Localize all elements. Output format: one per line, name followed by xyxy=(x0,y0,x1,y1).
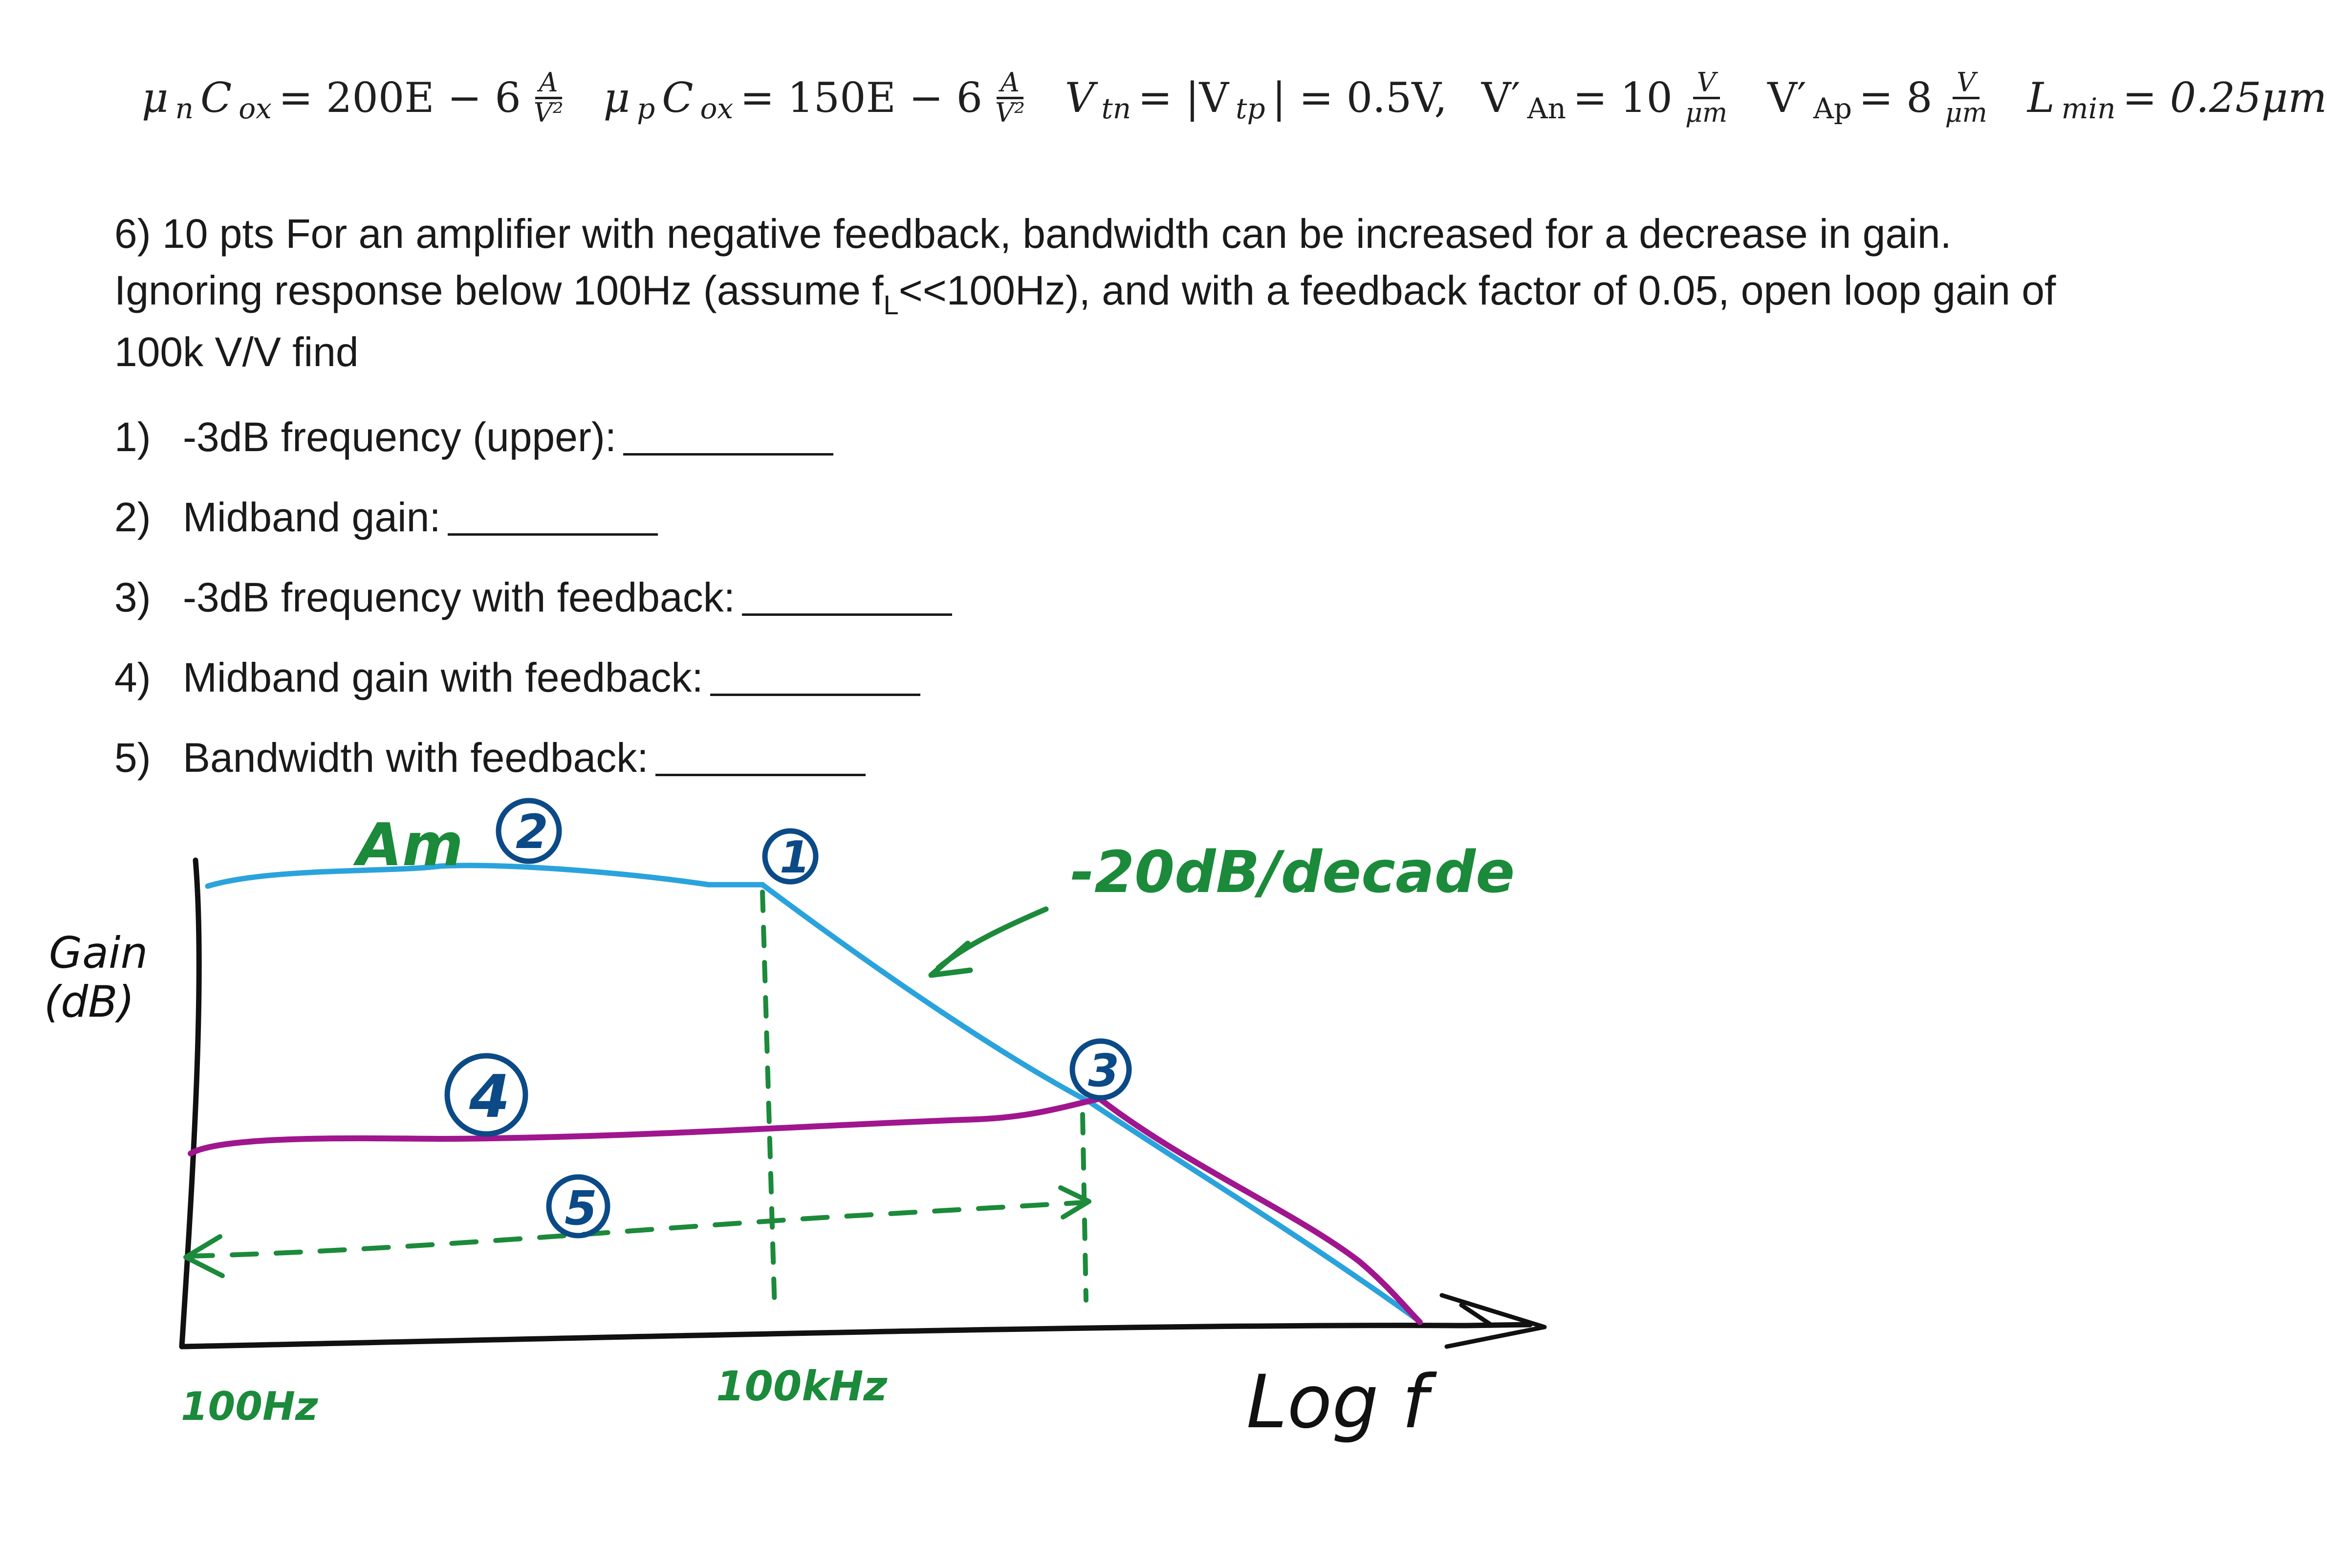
question-text: Midband gain with feedback: xyxy=(183,654,703,700)
unit-numerator: A xyxy=(997,69,1023,99)
question-item xyxy=(114,397,1287,477)
subscript: tp xyxy=(1236,92,1265,125)
symbol-v: V xyxy=(1065,74,1095,122)
unit-fraction xyxy=(991,66,1029,128)
unit-numerator: A xyxy=(535,69,562,99)
marker-5 xyxy=(549,1177,608,1236)
value: = 200E − 6 xyxy=(278,74,521,122)
unit-fraction xyxy=(1681,66,1731,128)
answer-blank[interactable] xyxy=(623,419,833,456)
subscript: L xyxy=(883,289,899,320)
marker-4 xyxy=(447,1056,525,1134)
marker-number: 4 xyxy=(469,1063,510,1131)
slope-pointer-arrow xyxy=(938,909,1046,968)
question-item xyxy=(114,557,1287,637)
x-axis-arrowhead xyxy=(1442,1295,1544,1347)
value: = 8 xyxy=(1859,74,1933,122)
answer-blank[interactable] xyxy=(742,579,952,616)
symbol-c: C xyxy=(200,74,232,122)
answer-blank[interactable] xyxy=(655,740,866,776)
question-text: Midband gain: xyxy=(183,494,441,540)
question-item xyxy=(114,637,1287,718)
slope-label: -20dB/decade xyxy=(1070,838,1515,906)
subscript: min xyxy=(2061,92,2116,125)
unit-denominator: μm xyxy=(1945,97,1987,128)
marker-number: 5 xyxy=(565,1181,597,1236)
dashed-line-100khz xyxy=(762,892,775,1310)
problem-text: <<100Hz), and with a feedback factor of 0.05, open loop gain of xyxy=(898,267,2056,313)
unit-fraction xyxy=(530,66,567,128)
bandwidth-arrow xyxy=(188,1202,1085,1256)
y-axis-label-db: (dB) xyxy=(44,977,134,1027)
problem-text: Ignoring response below 100Hz (assume f xyxy=(114,267,884,313)
unit-fraction xyxy=(1941,66,1991,128)
subscript: An xyxy=(1527,92,1566,125)
marker-number: 3 xyxy=(1088,1045,1120,1097)
question-text: -3dB frequency (upper): xyxy=(183,414,617,460)
value: = 0.25μm xyxy=(2122,74,2327,122)
y-axis-label-gain: Gain xyxy=(49,928,148,978)
question-number: 3) xyxy=(114,574,151,620)
value: = 10 xyxy=(1572,74,1673,122)
symbol-l: L xyxy=(2027,74,2055,122)
question-number: 4) xyxy=(114,654,151,700)
threshold-voltage-constant xyxy=(1065,74,1447,125)
question-text: -3dB frequency with feedback: xyxy=(183,574,735,620)
unit-denominator: V² xyxy=(995,97,1025,128)
symbol-mu: μ xyxy=(142,74,169,122)
subscript: n xyxy=(175,92,194,125)
marker-number: 1 xyxy=(780,832,810,883)
unit-denominator: μm xyxy=(1685,97,1728,128)
subscript: ox xyxy=(239,92,272,125)
y-axis xyxy=(182,860,199,1347)
marker-1 xyxy=(765,831,816,883)
question-number: 2) xyxy=(114,494,151,540)
problem-statement xyxy=(114,205,2128,380)
value: = |V xyxy=(1138,74,1229,122)
marker-number: 2 xyxy=(516,805,548,859)
un-cox-constant xyxy=(142,66,569,128)
symbol-mu: μ xyxy=(603,74,631,122)
x-axis-label: Log f xyxy=(1246,1360,1428,1445)
answer-blank[interactable] xyxy=(710,659,920,696)
question-number: 1) xyxy=(114,414,151,460)
subscript: p xyxy=(637,92,655,125)
tick-label-100khz: 100kHz xyxy=(716,1362,888,1410)
question-text: Bandwidth with feedback: xyxy=(183,734,649,781)
question-list xyxy=(114,397,1287,798)
symbol-v: V′ xyxy=(1767,74,1806,122)
closed-loop-curve xyxy=(191,1099,1420,1322)
bode-sketch xyxy=(0,782,2198,1568)
am-label: Am xyxy=(357,811,463,879)
unit-numerator: V xyxy=(1693,69,1720,99)
marker-3 xyxy=(1072,1041,1129,1098)
x-axis xyxy=(182,1325,1530,1347)
subscript: ox xyxy=(700,92,734,125)
device-constants xyxy=(142,51,2327,144)
subscript: Ap xyxy=(1813,92,1852,125)
unit-denominator: V² xyxy=(533,97,564,128)
van-constant xyxy=(1481,66,1733,128)
problem-line-3: 100k V/V find xyxy=(114,329,359,375)
value: = 150E − 6 xyxy=(740,74,983,122)
vap-constant xyxy=(1767,66,1993,128)
question-item xyxy=(114,477,1287,557)
problem-line-2 xyxy=(114,262,2128,324)
up-cox-constant xyxy=(603,66,1031,128)
lmin-constant xyxy=(2027,74,2327,125)
question-number: 5) xyxy=(114,734,151,781)
open-loop-curve xyxy=(208,866,1417,1320)
value: | = 0.5V, xyxy=(1272,74,1447,122)
subscript: tn xyxy=(1101,92,1131,125)
slope-pointer-arrowhead xyxy=(931,943,970,975)
unit-numerator: V xyxy=(1953,69,1979,99)
problem-line-1: 6) 10 pts For an amplifier with negative feedback, bandwidth can be increased for a decrease in gain. xyxy=(114,211,1952,257)
symbol-v: V′ xyxy=(1481,74,1521,122)
answer-blank[interactable] xyxy=(448,499,658,536)
tick-label-100hz: 100Hz xyxy=(181,1384,318,1429)
symbol-c: C xyxy=(662,74,694,122)
marker-2 xyxy=(499,801,559,861)
